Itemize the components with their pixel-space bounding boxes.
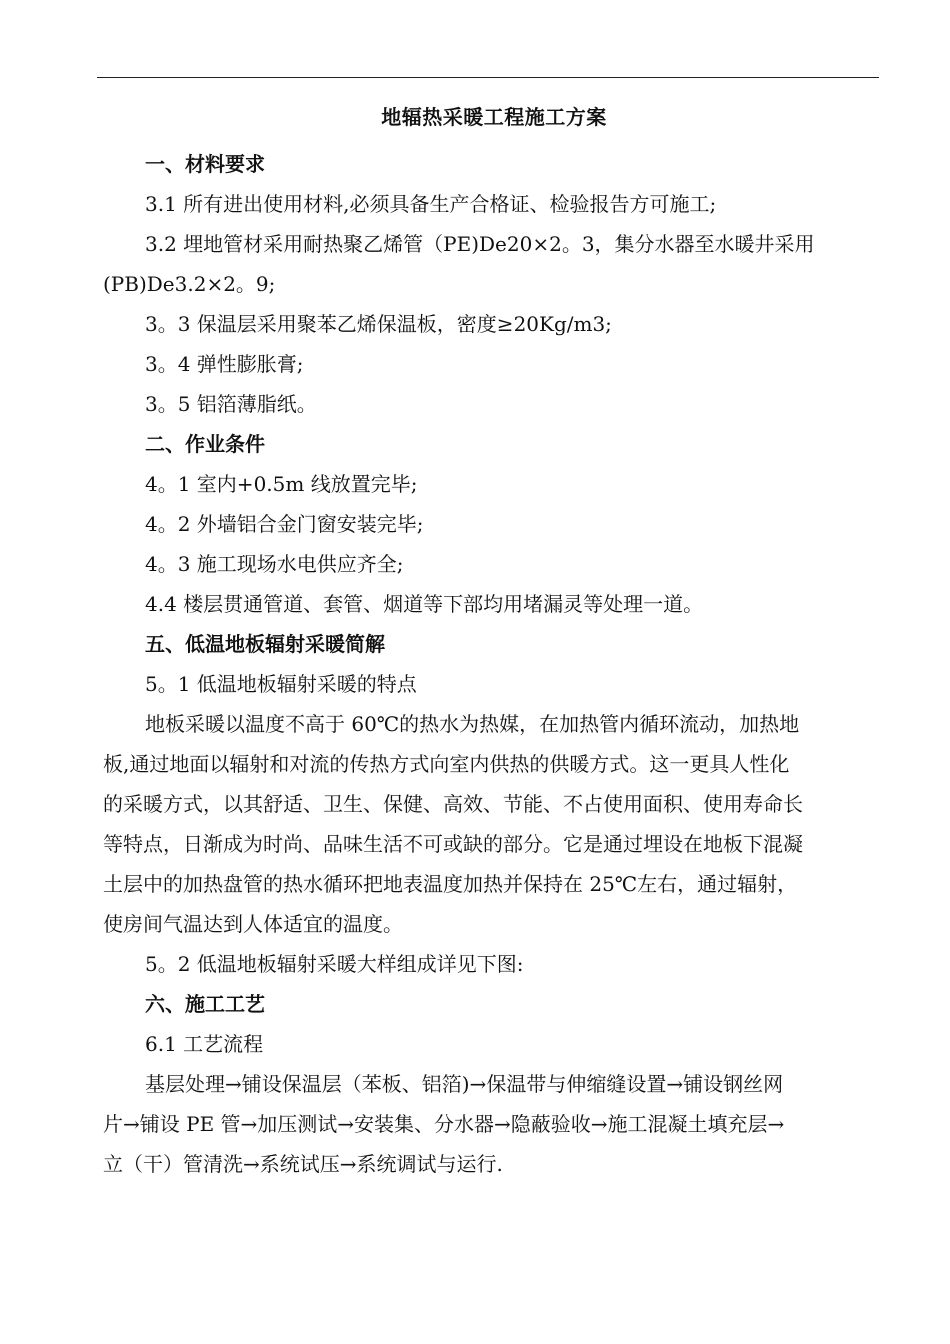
list-item: 4。1 室内+0.5m 线放置完毕; bbox=[145, 472, 418, 496]
paragraph-line: 地板采暖以温度不高于 60℃的热水为热媒，在加热管内循环流动，加热地 bbox=[145, 712, 800, 736]
paragraph-line: 基层处理→铺设保温层（苯板、铝箔)→保温带与伸缩缝设置→铺设钢丝网 bbox=[145, 1072, 784, 1096]
list-item: 6.1 工艺流程 bbox=[145, 1032, 264, 1056]
list-item: 3.2 埋地管材采用耐热聚乙烯管（PE)De20×2。3，集分水器至水暖井采用 bbox=[145, 232, 815, 256]
list-item: 3。4 弹性膨胀膏; bbox=[145, 352, 304, 376]
header-rule bbox=[97, 77, 879, 78]
paragraph-line: 片→铺设 PE 管→加压测试→安装集、分水器→隐蔽验收→施工混凝土填充层→ bbox=[103, 1112, 785, 1136]
section-heading-materials: 一、材料要求 bbox=[145, 152, 265, 176]
list-item: 4。3 施工现场水电供应齐全; bbox=[145, 552, 404, 576]
section-heading-process: 六、施工工艺 bbox=[145, 992, 265, 1016]
document-body bbox=[103, 104, 885, 1184]
list-item: 4.4 楼层贯通管道、套管、烟道等下部均用堵漏灵等处理一道。 bbox=[145, 592, 704, 616]
paragraph-line: 等特点，日渐成为时尚、品味生活不可或缺的部分。它是通过埋设在地板下混凝 bbox=[103, 832, 803, 856]
document-title: 地辐热采暖工程施工方案 bbox=[381, 105, 607, 129]
paragraph-line: 的采暖方式，以其舒适、卫生、保健、高效、节能、不占使用面积、使用寿命长 bbox=[103, 792, 803, 816]
paragraph-line: 立（干）管清洗→系统试压→系统调试与运行. bbox=[103, 1152, 503, 1176]
list-item-continuation: (PB)De3.2×2。9; bbox=[103, 272, 276, 296]
paragraph-line: 土层中的加热盘管的热水循环把地表温度加热并保持在 25℃左右，通过辐射， bbox=[103, 872, 798, 896]
section-heading-conditions: 二、作业条件 bbox=[145, 432, 265, 456]
list-item: 3。5 铝箔薄脂纸。 bbox=[145, 392, 317, 416]
section-heading-overview: 五、低温地板辐射采暖简解 bbox=[145, 632, 385, 656]
list-item: 5。2 低温地板辐射采暖大样组成详见下图: bbox=[145, 952, 524, 976]
paragraph-line: 板,通过地面以辐射和对流的传热方式向室内供热的供暖方式。这一更具人性化 bbox=[103, 752, 790, 776]
list-item: 3.1 所有进出使用材料,必须具备生产合格证、检验报告方可施工; bbox=[145, 192, 717, 216]
list-item: 4。2 外墙铝合金门窗安装完毕; bbox=[145, 512, 424, 536]
list-item: 3。3 保温层采用聚苯乙烯保温板，密度≥20Kg/m3; bbox=[145, 312, 612, 336]
paragraph-line: 使房间气温达到人体适宜的温度。 bbox=[103, 912, 403, 936]
list-item: 5。1 低温地板辐射采暖的特点 bbox=[145, 672, 417, 696]
